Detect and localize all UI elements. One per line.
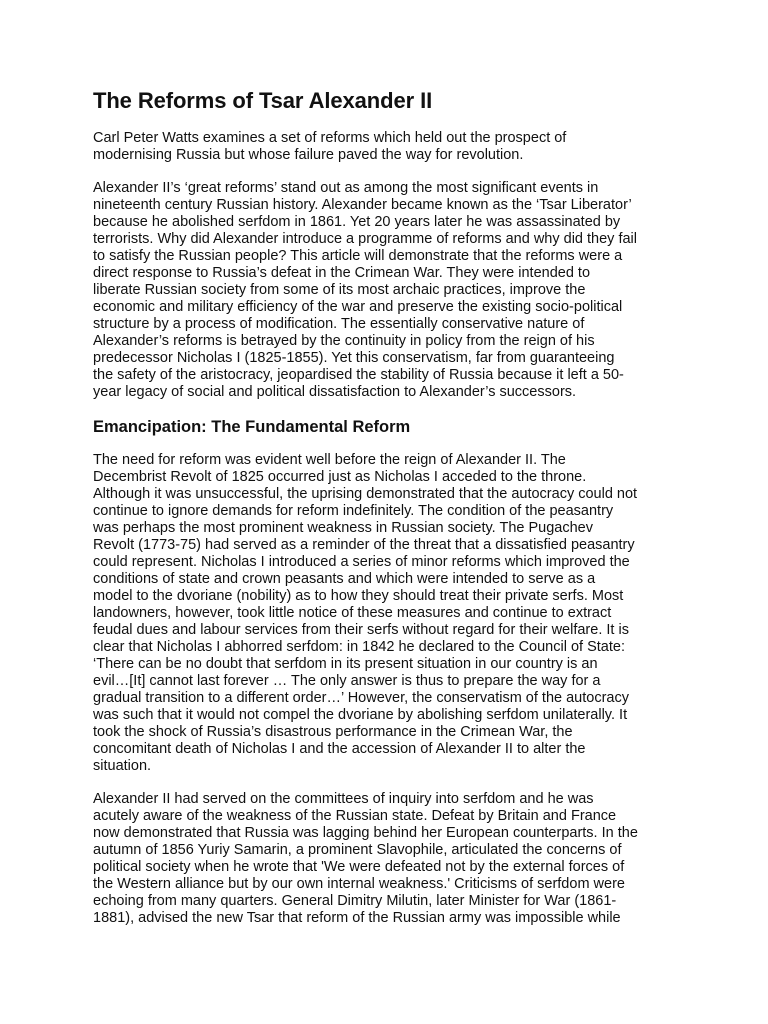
text-line: Alexander II had served on the committees of inquiry into serfdom and he was — [93, 791, 594, 807]
text-line: the safety of the aristocracy, jeopardised the stability of Russia because it left a 50- — [93, 367, 624, 383]
text-line: liberate Russian society from some of its most archaic practices, improve the — [93, 282, 586, 298]
text-line: political society when he wrote that 'We were defeated not by the external forces of — [93, 859, 625, 875]
intro-paragraph — [93, 130, 679, 164]
text-line: situation. — [93, 758, 152, 774]
text-line: the Western alliance but by our own internal weakness.' Criticisms of serfdom were — [93, 876, 625, 892]
text-line: Alexander’s reforms is betrayed by the continuity in policy from the reign of his — [93, 333, 595, 349]
text-line: now demonstrated that Russia was lagging behind her European counterparts. In the — [93, 825, 638, 841]
text-line: The need for reform was evident well before the reign of Alexander II. The — [93, 452, 566, 468]
text-line: was perhaps the most prominent weakness in Russian society. The Pugachev — [93, 520, 593, 536]
body-paragraph-1 — [93, 180, 679, 401]
text-line: autumn of 1856 Yuriy Samarin, a prominent Slavophile, articulated the concerns of — [93, 842, 622, 858]
text-line: Revolt (1773-75) had served as a reminder of the threat that a dissatisfied peasantry — [93, 537, 635, 553]
text-line: economic and military efficiency of the war and preserve the existing socio-political — [93, 299, 623, 315]
text-line: Although it was unsuccessful, the uprising demonstrated that the autocracy could not — [93, 486, 638, 502]
text-line: was such that it would not compel the dvoriane by abolishing serfdom unilaterally. It — [93, 707, 628, 723]
text-line: echoing from many quarters. General Dimitry Milutin, later Minister for War (1861- — [93, 893, 617, 909]
text-line: year legacy of social and political dissatisfaction to Alexander’s successors. — [93, 384, 577, 400]
text-line: Carl Peter Watts examines a set of reforms which held out the prospect of — [93, 130, 567, 146]
text-line: because he abolished serfdom in 1861. Yet 20 years later he was assassinated by — [93, 214, 621, 230]
text-line: clear that Nicholas I abhorred serfdom: in 1842 he declared to the Council of State: — [93, 639, 625, 655]
document-title: The Reforms of Tsar Alexander II — [93, 88, 433, 113]
body-paragraph-3 — [93, 791, 679, 927]
text-line: acutely aware of the weakness of the Russian state. Defeat by Britain and France — [93, 808, 617, 824]
body-paragraph-2 — [93, 452, 679, 775]
text-line: model to the dvoriane (nobility) as to how they should treat their private serfs. Most — [93, 588, 624, 604]
text-line: ‘There can be no doubt that serfdom in its present situation in our country is an — [93, 656, 598, 672]
document-page — [93, 88, 679, 943]
text-line: terrorists. Why did Alexander introduce a programme of reforms and why did they fail — [93, 231, 637, 247]
text-line: predecessor Nicholas I (1825-1855). Yet this conservatism, far from guaranteeing — [93, 350, 615, 366]
text-line: structure by a process of modification. The essentially conservative nature of — [93, 316, 585, 332]
text-line: direct response to Russia’s defeat in the Crimean War. They were intended to — [93, 265, 591, 281]
text-line: concomitant death of Nicholas I and the accession of Alexander II to alter the — [93, 741, 586, 757]
text-line: Alexander II’s ‘great reforms’ stand out as among the most significant events in — [93, 180, 599, 196]
text-line: nineteenth century Russian history. Alexander became known as the ‘Tsar Liberator’ — [93, 197, 632, 213]
text-line: landowners, however, took little notice of these measures and continue to extract — [93, 605, 612, 621]
text-line: gradual transition to a different order…’ However, the conservatism of the autocracy — [93, 690, 629, 706]
text-line: could represent. Nicholas I introduced a series of minor reforms which improved the — [93, 554, 630, 570]
text-line: feudal dues and labour services from their serfs without regard for their welfare. It is — [93, 622, 629, 638]
text-line: 1881), advised the new Tsar that reform of the Russian army was impossible while — [93, 910, 621, 926]
text-line: modernising Russia but whose failure paved the way for revolution. — [93, 147, 524, 163]
section-heading: Emancipation: The Fundamental Reform — [93, 418, 411, 436]
text-line: Decembrist Revolt of 1825 occurred just as Nicholas I acceded to the throne. — [93, 469, 587, 485]
text-line: to satisfy the Russian people? This article will demonstrate that the reforms were a — [93, 248, 623, 264]
text-line: conditions of state and crown peasants and which were intended to serve as a — [93, 571, 596, 587]
text-line: took the shock of Russia’s disastrous performance in the Crimean War, the — [93, 724, 573, 740]
text-line: evil…[It] cannot last forever … The only answer is thus to prepare the way for a — [93, 673, 601, 689]
text-line: continue to ignore demands for reform indefinitely. The condition of the peasantry — [93, 503, 614, 519]
